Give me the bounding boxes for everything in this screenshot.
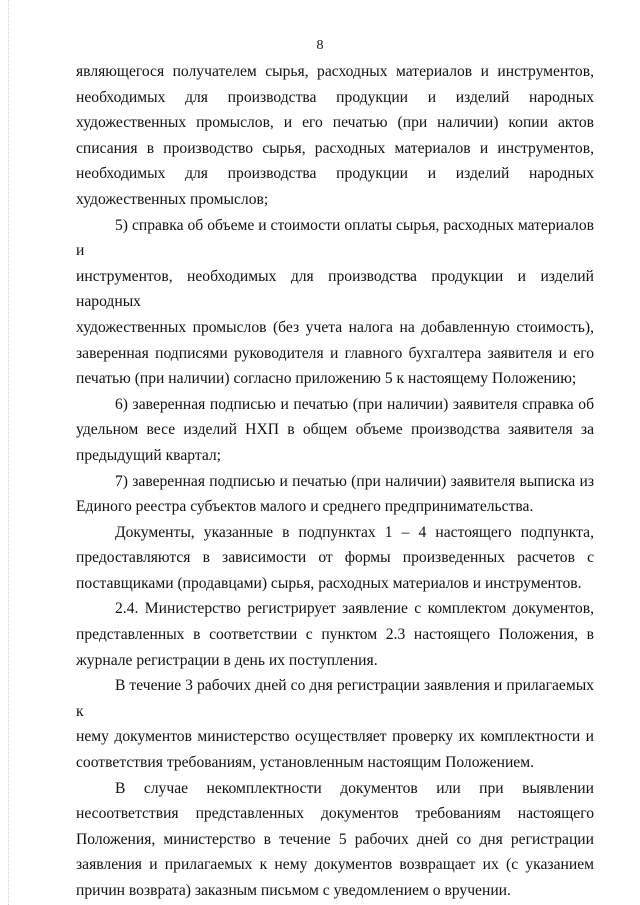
text-line: предоставляются в зависимости от формы произведенных расчетов с: [76, 549, 594, 567]
text-line: художественных промыслов (без учета налога на добавленную стоимость),: [76, 318, 594, 336]
text-line: инструментов, необходимых для производства продукции и изделий народных: [76, 267, 594, 311]
paragraph-return-documents: [76, 776, 594, 904]
text-line: заявления и прилагаемых к нему документов возвращает их (с указанием: [76, 856, 594, 874]
text-line: необходимых для производства продукции и изделий народных: [76, 165, 594, 183]
text-line: художественных промыслов;: [76, 190, 269, 208]
paragraph-check-period: [76, 673, 594, 775]
text-line: заверенная подписями руководителя и главного бухгалтера заявителя и его: [76, 344, 594, 362]
text-line: Положения, министерство в течение 5 рабочих дней со дня регистрации: [76, 830, 594, 848]
text-line: списания в производство сырья, расходных материалов и инструментов,: [76, 139, 594, 157]
page-number: 8: [316, 38, 324, 53]
text-line: причин возврата) заказным письмом с уведомлением о вручении.: [76, 882, 511, 899]
paragraph-documents-note: [76, 520, 594, 597]
text-line: 7) заверенная подписью и печатью (при наличии) заявителя выписка из: [115, 472, 594, 490]
paragraph-item-6: [76, 392, 594, 469]
text-line: В течение 3 рабочих дней со дня регистрации заявления и прилагаемых к: [76, 677, 594, 720]
paragraph-item-5: [76, 213, 594, 392]
paragraph-section-2-4: [76, 596, 594, 673]
text-line: Документы, указанные в подпунктах 1 – 4 настоящего подпункта,: [115, 523, 594, 541]
text-line: необходимых для производства продукции и изделий народных: [76, 88, 594, 106]
text-line: поставщиками (продавцами) сырья, расходных материалов и инструментов.: [76, 574, 582, 592]
text-line: несоответствия представленных документов требованиям настоящего: [76, 805, 594, 823]
paragraph-continuation: [76, 59, 594, 213]
text-line: предыдущий квартал;: [76, 446, 222, 464]
text-line: соответствия требованиям, установленным настоящим Положением.: [76, 754, 534, 772]
text-line: 2.4. Министерство регистрирует заявление с комплектом документов,: [115, 600, 594, 618]
text-line: представленных в соответствии с пунктом 2.3 настоящего Положения, в: [76, 626, 594, 644]
document-body: [76, 59, 594, 904]
text-line: удельном весе изделий НХП в общем объеме производства заявителя за: [76, 421, 594, 439]
text-line: Единого реестра субъектов малого и среднего предпринимательства.: [76, 498, 534, 516]
text-line: художественных промыслов, и его печатью (при наличии) копии актов: [76, 114, 594, 132]
text-line: печатью (при наличии) согласно приложению 5 к настоящему Положению;: [76, 370, 577, 388]
text-line: журнале регистрации в день их поступления.: [76, 651, 378, 669]
text-line: нему документов министерство осуществляет проверку их комплектности и: [76, 728, 594, 746]
scan-edge-marks: [8, 0, 10, 905]
text-line: В случае некомплектности документов или при выявлении: [115, 779, 594, 797]
paragraph-item-7: [76, 469, 594, 520]
text-line: являющегося получателем сырья, расходных материалов и инструментов,: [76, 63, 594, 80]
text-line: 5) справка об объеме и стоимости оплаты сырья, расходных материалов и: [76, 216, 594, 260]
text-line: 6) заверенная подписью и печатью (при наличии) заявителя справка об: [115, 395, 594, 413]
